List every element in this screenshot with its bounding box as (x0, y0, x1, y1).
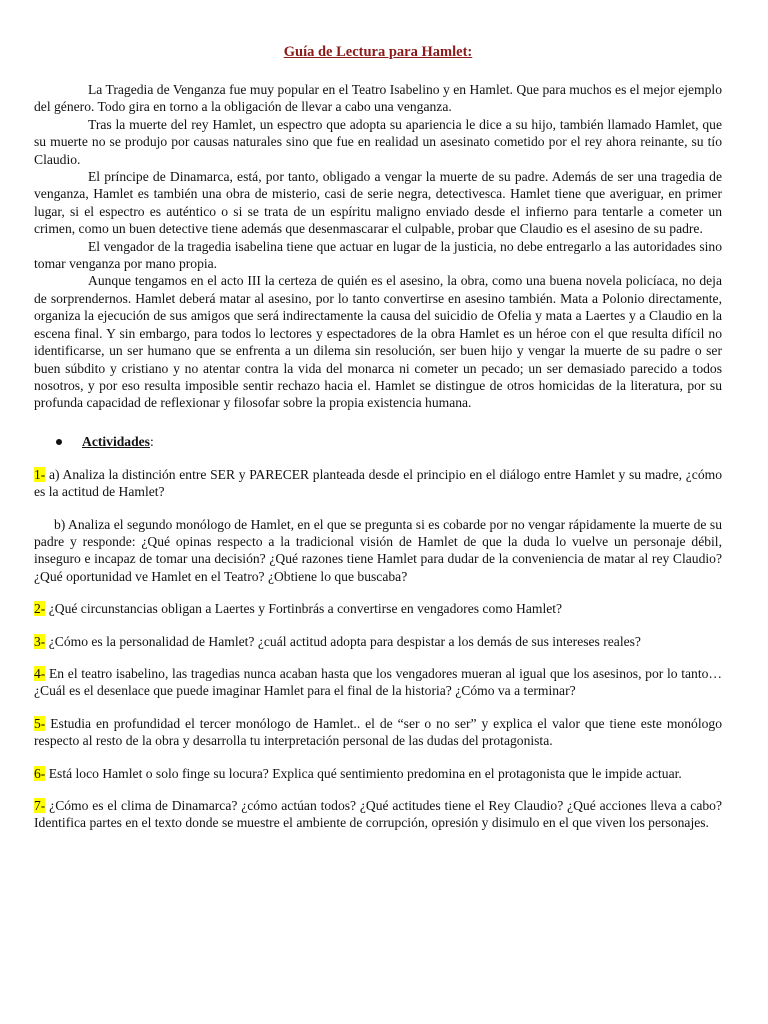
question-text: Está loco Hamlet o solo finge su locura? Explica qué sentimiento predomina en el protagonista que le impide actuar. (45, 765, 682, 781)
question-text: a) Analiza la distinción entre SER y PARECER planteada desde el principio en el diálogo entre Hamlet y su madre, ¿cómo es la actitud de Hamlet? (34, 466, 722, 500)
question-number: 7- (34, 798, 46, 813)
question-1b (34, 516, 722, 586)
question-number: 3- (34, 633, 46, 649)
paragraph-1: La Tragedia de Venganza fue muy popular en el Teatro Isabelino y en Hamlet. Que para muchos es el mejor ejemplo del género. Todo gira en torno a la obligación de llevar a cabo una venganza. (34, 82, 722, 115)
question-7 (34, 797, 722, 832)
question-number: 4- (34, 665, 46, 681)
question-text: b) Analiza el segundo monólogo de Hamlet, en el que se pregunta si es cobarde por no vengar rápidamente la muerte de su padre y responde: ¿Qué opinas respecto a la tradicional visión de Hamlet de que la duda lo vuelve un personaje débil, inseguro e incapaz de tomar una decisión? ¿Qué razones tiene Hamlet para dudar de la conveniencia de matar al rey Claudio? ¿Qué oportunidad ve Hamlet en el Teatro? ¿Obtiene lo que buscaba? (34, 516, 722, 584)
paragraph-5: Aunque tengamos en el acto III la certeza de quién es el asesino, la obra, como una buena novela policíaca, no deja de sorprendernos. Hamlet deberá matar al asesino, por lo tanto convertirse en asesino también. Mata a Polonio directamente, organiza la ejecución de sus amigos que será indirectamente la causa del suicidio de Ofelia y mata a Laertes y a Claudio en la escena final. Y sin embargo, para todos lo lectores y espectadores de la obra Hamlet es un héroe con el que resulta difícil no identificarse, un ser humano que se enfrenta a un dilema sin resolución, ser buen hijo y vengar la muerte de su padre o ser buen súbdito y cristiano y no atentar contra la vida del monarca ni cometer un pecado; un ser demasiado parecido a todos nosotros, y por eso resulta imposible sentir rechazo hacia el. Hamlet se distingue de otros homicidas de la literatura, por su profunda capacidad de reflexionar y filosofar sobre la propia existencia humana. (34, 273, 722, 411)
activities-label: Actividades (82, 433, 150, 449)
question-1a (34, 466, 722, 501)
bullet-icon (56, 439, 62, 445)
question-number: 1- (34, 466, 46, 482)
question-5 (34, 715, 722, 750)
question-2 (34, 600, 722, 617)
document-title: Guía de Lectura para Hamlet: (283, 44, 473, 60)
question-text: Estudia en profundidad el tercer monólogo de Hamlet.. el de “ser o no ser” y explica el valor que tiene este monólogo respecto al resto de la obra y desarrolla tu interpretación personal de las dudas del protagonista. (34, 715, 722, 749)
question-number: 5- (34, 715, 46, 731)
question-3 (34, 633, 722, 650)
question-text: ¿Cómo es el clima de Dinamarca? ¿cómo actúan todos? ¿Qué actitudes tiene el Rey Claudio? ¿Qué acciones lleva a cabo? Identifica partes en el texto donde se muestre el ambiente de corrupción, opresión y disimulo en el que viven los personajes. (34, 798, 722, 831)
paragraph-2: Tras la muerte del rey Hamlet, un espectro que adopta su apariencia le dice a su hijo, también llamado Hamlet, que su muerte no se produjo por causas naturales sino que fue en realidad un asesinato cometido por el rey ahora reinante, su tío Claudio. (34, 116, 722, 167)
question-4 (34, 665, 722, 700)
activities-heading (56, 434, 722, 450)
activities-colon: : (149, 433, 154, 449)
paragraph-3: El príncipe de Dinamarca, está, por tanto, obligado a vengar la muerte de su padre. Además de ser una tragedia de venganza, Hamlet es también una obra de misterio, casi de serie negra, detectivesca. Hamlet tiene que averiguar, en primer lugar, si el espectro es auténtico o si se trata de un espíritu maligno enviado desde el infierno para tentarle a cometer un crimen, como un buen detective tiene además que desenmascarar el culpable, probar que Claudio es el asesino de su padre. (34, 169, 722, 237)
paragraph-4: El vengador de la tragedia isabelina tiene que actuar en lugar de la justicia, no debe entregarlo a las autoridades sino tomar venganza por mano propia. (34, 238, 722, 272)
question-number: 2- (34, 601, 46, 617)
question-text: ¿Cómo es la personalidad de Hamlet? ¿cuál actitud adopta para despistar a los demás de sus intereses reales? (45, 633, 641, 649)
question-text: En el teatro isabelino, las tragedias nunca acaban hasta que los vengadores mueran al igual que los asesinos, por lo tanto… ¿Cuál es el desenlace que puede imaginar Hamlet para el final de la historia? ¿Cómo va a terminar? (34, 665, 722, 699)
question-number: 6- (34, 765, 46, 781)
question-text: ¿Qué circunstancias obligan a Laertes y Fortinbrás a convertirse en vengadores como Hamlet? (45, 601, 563, 617)
question-6 (34, 765, 722, 782)
